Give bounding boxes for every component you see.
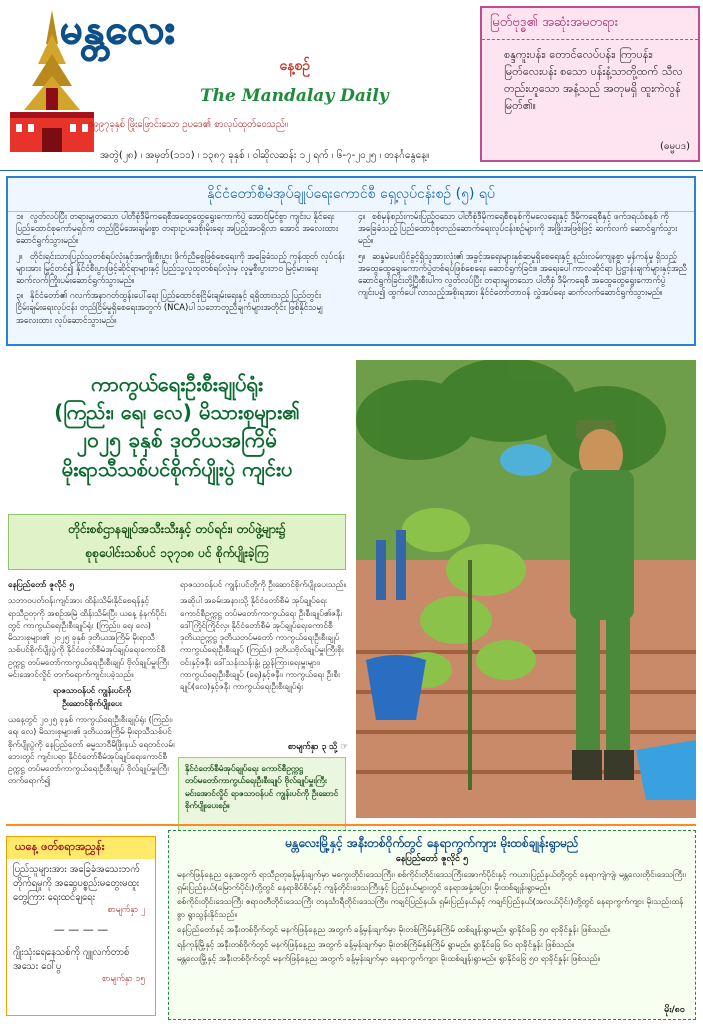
objectives-right-column	[358, 210, 688, 301]
objectives-left-column	[16, 210, 346, 329]
masthead-title: မန္တလေး	[60, 7, 176, 53]
story-subhead: ရာဇသာဝန်ပင် ကျွန်းပင်ကို ဦးဆောင်စိုက်ပျိုးပေး	[53, 685, 131, 708]
story-paragraph: ယနေ့တွင် ၂၀၂၅ ခုနှစ် ကာကွယ်ရေးဦးစီးချုပ်ရုံး (ကြည်း၊ ရေ၊ လေ) မိသားစုများ၏ ဒုတိယအကြိမ် မိုးရာသီသစ်ပင်စိုက်ပျိုးပွဲကို နေပြည်တော် ဓမ္မသာဝီမိဖြိုးနယ် ရေတင်လမ်းဘေးတွင် ကျင်းပရာ နိုင်ငံတော်စီမံအုပ်ချုပ်ရေးကောင်စီ ဥက္ကဋ္ဌ တပ်မတော်ကာကွယ်ရေးဦးစီးချုပ် ဗိုလ်ချုပ်မှူးကြီး တက်ရောက်၍	[8, 713, 176, 786]
story-column-2	[180, 578, 348, 754]
toc-box	[6, 836, 156, 1016]
buddha-motto-box	[480, 6, 700, 162]
toc-item[interactable]: ဂျိုးသုံးရေနေသစ်ကို ဂျူလက်တာစ်အသေး ဝေါ်ပွ	[13, 947, 130, 972]
motto-title: မြတ်ဗုဒ္ဓ၏ အဆုံးအမတရား	[482, 8, 698, 40]
story-continued: စာမျက်နှာ ၃ သို့ ☞	[287, 742, 348, 752]
objective-item: ၂။ တိုင်းရင်းသားပြည်သူတစ်ရပ်လုံးနှင့်အကျိုးစီးပွား ဖိုက်ညီစွေဖြစ်စေရေးကို အခြေခံသည့် ကုန်ထုတ် လုပ်ငန်းများအား မြှင့်တင်၍ နိုင်ငံစီးပွားဖြင့်ဆိုင်ရာများနှင့် ပြည်သူ့လူထုတစ်ရပ်လုံးမှ လူမှုစီးပွားဘဝ မြင့်မားရေး ဆက်လက်ကြိုးပမ်းဆောင်ရွက်သွားမည်။	[16, 250, 345, 285]
story-dateline: နေပြည်တော် ဇူလိုင် ၅	[8, 579, 74, 589]
weather-dateline: နေပြည်တော် ဇူလိုင် ၅	[395, 854, 469, 864]
lower-divider	[6, 824, 696, 826]
weather-paragraph: ရန်ကုန်မြို့နှင့် အနီးတစ်ဝိုက်တွင် မနက်ဖြန်နေ့ည အတွက် ခန့်မှန်းချက်မှာ မိုးတစ်ကြိမ်နှစ်ကြိမ် ရွာမည်။ ရွာနိုင်ခြေ ၆၀ ရာခိုင်နှုန်း ဖြစ်သည်။	[177, 938, 575, 949]
objectives-box	[6, 176, 696, 346]
story-paragraph: အဆိုပါ အခမ်းအနားသို့ နိုင်ငံတော်စီမံ အုပ်ချုပ်ရေးကောင်စီဥက္ကဋ္ဌ တပ်မတော်ကာကွယ်ရေး ဦးစီးချုပ်၏ဇနီး ဒေါ်ကြိုင်ကြိုင်လှ၊ နိုင်ငံတော်စီမံ အုပ်ချုပ်ရေးကောင်စီ ဒုတိယဥက္ကဋ္ဌ ဒုတိယတပ်မတော် ကာကွယ်ရေးဦးစီးချုပ် ကာကွယ်ရေးဦးစီးချုပ် (ကြည်း) ဒုတိယဗိုလ်ချုပ်မှူးကြီးစိုးဝင်းနှင့်ဇနီး ဒေါ်သန်းသန်းနွဲ့၊ ညွှန်ကြားရေးမှူးများ၊ ကာကွယ်ရေးဦးစီးချုပ် (ရေ)နှင့်ဇနီး၊ ကာကွယ်ရေး ဦးစီးချုပ်(လေ)နှင့်ဇနီး ကာကွယ်ရေးဦးစီးချုပ်ရုံး	[180, 595, 344, 692]
objectives-title: နိုင်ငံတော်စီမံအုပ်ချုပ်ရေးကောင်စီ ရှေ့လုပ်ငန်းစဉ် (၅) ရပ်	[8, 178, 694, 212]
subheadline-2: စုစုပေါင်းသစ်ပင် ၁၃၇၁၈ ပင် စိုက်ပျိုးခဲ့ကြ	[85, 546, 269, 560]
toc-divider: — — — —	[53, 923, 109, 936]
masthead-tagline: ၁၉၉၇ခုနှစ် ဖြိုးဖြောင်းသော ဥပဒေ၏ စာလုပ်ထုတ်ဝေသည်။	[88, 119, 288, 130]
masthead-english-name: The Mandalay Daily	[200, 86, 389, 106]
objective-item: ၁။ လွတ်လပ်ပြီး တရားမျှတသော ပါတီစုံဒီမိုကရေစီအထွေထွေရွေးကောက်ပွဲ အောင်မြင်စွာ ကျင်းပ နိုင်ရေး ပြည်ထောင်စုကော်မရှင်က တည်ငြိမ်အေးချမ်းစွာ တရားဥပဒေစိုးမိုးရေး အပြည့်အဝရှိလာ အောင် အလေးထားဆောင်ရွက်သွားမည်။	[16, 211, 338, 246]
story-paragraph: ရာဇသာဝန်ပင် ကျွန်းပင်တို့ကို ဦးဆောင်စိုက်ပျိုးပေးသည်။	[180, 579, 347, 589]
weather-title: မန္တလေးမြို့နှင့် အနီးတစ်ဝိုက်တွင် နေရာကွက်ကျား မိုးထစ်ချုန်းရွာမည်	[285, 836, 579, 850]
masthead-divider	[0, 170, 703, 171]
toc-page: စာမျက်နှာ ၂	[107, 905, 145, 915]
headline-line-1: ကာကွယ်ရေးဦးစီးချုပ်ရုံး	[91, 372, 263, 396]
tree-planting-photo	[356, 360, 696, 818]
objective-item: ၅။ ဆန္ဒမဲပေးပိုင်ခွင့်ရှိသူအားလုံး၏ အခွင့်အရေးများနှစ်ဆမူရှိစေရေးနှင့် နည်းလမ်းကျနစွာ မှန်ကန်မှု ရှိသည့် အထွေထွေရွေးကောက်ပွဲတစ်ရပ်ဖြစ်စေရေး ဆောင်ရွက်ခြင်း။ အရေးပေါ်ကာလဆိုင်ရာ ပြဋ္ဌာန်းချက်များနှင့်အညီ ဆောင်ရွက်ခြင်းတို့ပြီးစီးပါက လွတ်လပ်ပြီး တရားမျှတသော ပါတီစုံ ဒီမိုကရေစီ အထွေထွေရွေးကောက်ပွဲကျင်းပ၍ ထွက်ပေါ်လာသည့်အစိုးရအား နိုင်ငံတော်တာဝန် လွှဲအပ်ရေး ဆက်လက်ဆောင်ရွက်သွားမည်။	[358, 250, 687, 298]
toc-page: စာမျက်နှာ ၁၅	[102, 974, 145, 984]
subheadline-box	[8, 514, 346, 570]
motto-text: စန္ဒကူးပန်း၊ တောင်လေပ်ပန်း၊ ကြာပန်း၊ မြတ်လေးပန်း စသော ပန်းနံ့သာတို့ထက် သီလတည်းဟူသော အနံ့သည် အတုမရှိ ထူးကဲလွန်မြတ်၏။	[504, 48, 683, 113]
toc-item[interactable]: ပြည်သူများအား အခြေခံအသေးဘက်တိုက်ရမှုကို အဆွေပစ္စည်းမတွေးမထူးတွေ့ကြား ရေးထင်ချရေး	[13, 864, 140, 903]
toc-title: ယနေ့ ဖတ်စရာအညွှန်း	[7, 837, 155, 859]
headline-line-2: (ကြည်း၊ ရေ၊ လေ) မိသားစုများ၏	[54, 400, 300, 424]
weather-box	[168, 830, 696, 1020]
subheadline-1: တိုင်းစစ်ဌာနချုပ်အသီးသီးနှင့် တပ်ရင်း၊ တပ်ဖွဲ့များ၌	[68, 522, 286, 536]
headline-line-3: ၂၀၂၅ ခုနှစ် ဒုတိယအကြိမ်	[76, 428, 278, 452]
weather-paragraph: မန္တလေးမြို့နှင့် အနီးတစ်ဝိုက်တွင် မနက်ဖြန်နေ့ည အတွက် ခန့်မှန်းချက်မှာ နေရာကွက်ကျား မိုးထစ်ချုန်းရွာမည်။ ရွာနိုင်ခြေ ၅၀ ရာခိုင်နှုန်း ဖြစ်သည်။	[177, 953, 601, 964]
story-paragraph: သဘာဝပတ်ဝန်းကျင်အား ထိန်းသိမ်းနိုင်စေရန်နှင့် ရာသီဥတုကို အစဉ်အမြဲ ထိန်းသိမ်းပြီး ယနေ့ နံနက်ပိုင်းတွင် ကာကွယ်ရေးဦးစီးချုပ်ရုံး (ကြည်း၊ ရေ၊ လေ) မိသားစုများ၏ ၂၀၂၅ ခုနှစ် ဒုတိယအကြိမ် မိုးရာသီ သစ်ပင်စိုက်ပျိုးပွဲကို နိုင်ငံတော်စီမံအုပ်ချုပ်ရေးကောင်စီ ဥက္ကဋ္ဌ တပ်မတော်ကာကွယ်ရေးဦးစီးချုပ် ဗိုလ်ချုပ်မှူးကြီး မင်းအောင်လှိုင် တက်ရောက်ကျင်းပခဲ့သည်။	[8, 595, 170, 680]
motto-source: (ဓမ္မပဒ)	[659, 141, 690, 152]
story-column-1	[8, 578, 176, 791]
weather-paragraph: မနက်ဖြန်နေ့ည နေ့အတွက် ရာသီဥတုခန့်မှန်းချက်မှာ မကွေးတိုင်းဒေသကြီး၊ စစ်ကိုင်းတိုင်းဒေသကြီးအောက်ပိုင်းနှင့် ကယားပြည်နယ်တို့တွင် နေရာကျဲကျဲ၊ မန္တလေးတိုင်းဒေသကြီး၊ ရှမ်းပြည်နယ်(မြောက်ပိုင်း)တို့တွင် နေရာစိပ်စိပ်နှင့် ကျန်တိုင်းဒေသကြီးနှင့် ပြည်နယ်များတွင် နေရာအနှံ့အပြား မိုးထစ်ချုန်းရွာမည်။	[177, 869, 686, 892]
issue-line: အတွဲ(၂၈) ၊ အမှတ်(၁၁၁) ၊ ၁၃၈၇ ခုနှစ် ၊ ဝါဆိုလဆန်း ၁၂ ရက် ၊ ၆-၇-၂၀၂၅ ၊ တနင်္ဂနွေနေ့။	[100, 150, 430, 161]
headline-line-4: မိုးရာသီသစ်ပင်စိုက်ပျိုးပွဲ ကျင်းပ	[61, 457, 293, 482]
weather-body	[169, 866, 695, 969]
objective-item: ၄။ စစ်မှန်စည်းကမ်းပြည့်ဝသော ပါတီစုံဒီမိုကရေစီစနစ်ကိုမလေရေးနှင့် ဒီမိုကရေစီနှင့် ဖက်ဒရယ်စနစ် ကို အခြေခံသည့် ပြည်ထောင်စုတည်ဆောက်ရေးလုပ်ငန်းစဉ်များကို အဖြိုးအဖြစ်ဖြင့် ဆက်လက် ဆောင်ရွက်သွားမည်။	[358, 211, 678, 246]
weather-paragraph: နေပြည်တော်နှင့် အနီးတစ်ဝိုက်တွင် မနက်ဖြန်နေ့ည အတွက် ခန့်မှန်းချက်မှာ မိုးတစ်ကြိမ်နှစ်ကြိမ် ထစ်ချုန်းရွာမည်။ ရွာနိုင်ခြေ ၅၀ ရာခိုင်နှုန်း ဖြစ်သည်။	[177, 923, 611, 934]
weather-paragraph: စစ်ကိုင်းတိုင်းဒေသကြီး ဧရာဝတီတိုင်းဒေသကြီး တနင်္သာရီတိုင်းဒေသကြီး၊ ကချင်ပြည်နယ်၊ ရှမ်းပြည်နယ်နှင့် ကချင်ပြည်နယ်(အလယ်ပိုင်း)တို့တွင် နေရာကွက်ကျား မိုးသည်းထန်စွာ ရွာသွန်းနိုင်သည်။	[177, 896, 684, 920]
weather-footer: မိုး/၈၀	[664, 1005, 685, 1015]
photo-caption: နိုင်ငံတော်စီမံအုပ်ချုပ်ရေး ကောင်စီဥက္ကဋ္ဌ တပ်မတော်ကာကွယ်ရေးဦးစီးချုပ် ဗိုလ်ချုပ်မှူးကြီး မင်းအောင်လှိုင် ရာဇသာဝန်ပင် ကျွန်းပင်ကို ဦးဆောင်စိုက်ပျိုးပေးစဉ်။	[178, 757, 346, 833]
main-headline	[14, 370, 340, 483]
masthead-subtitle: နေ့စဉ်	[279, 58, 310, 74]
objective-item: ၃။ နိုင်ငံတော်၏ ဂလက်အနာဂတ်ထွန်းပေါ်ရေး ပြည်ထောင်စုငြိမ်းချမ်းရေးနှင့် ရရှိထားသည့် ပြည်တွင်း ငြိမ်းချမ်းရေးလုပ်ငန်း တည်ငြိမ်မှုရှိစေရေးအတွက် (NCA)ပါ သဘောတူညီချက်များအတိုင်း ဖြစ်နိုင်သမျှ အလေးထား လုပ်ဆောင်သွားမည်။	[16, 290, 323, 325]
